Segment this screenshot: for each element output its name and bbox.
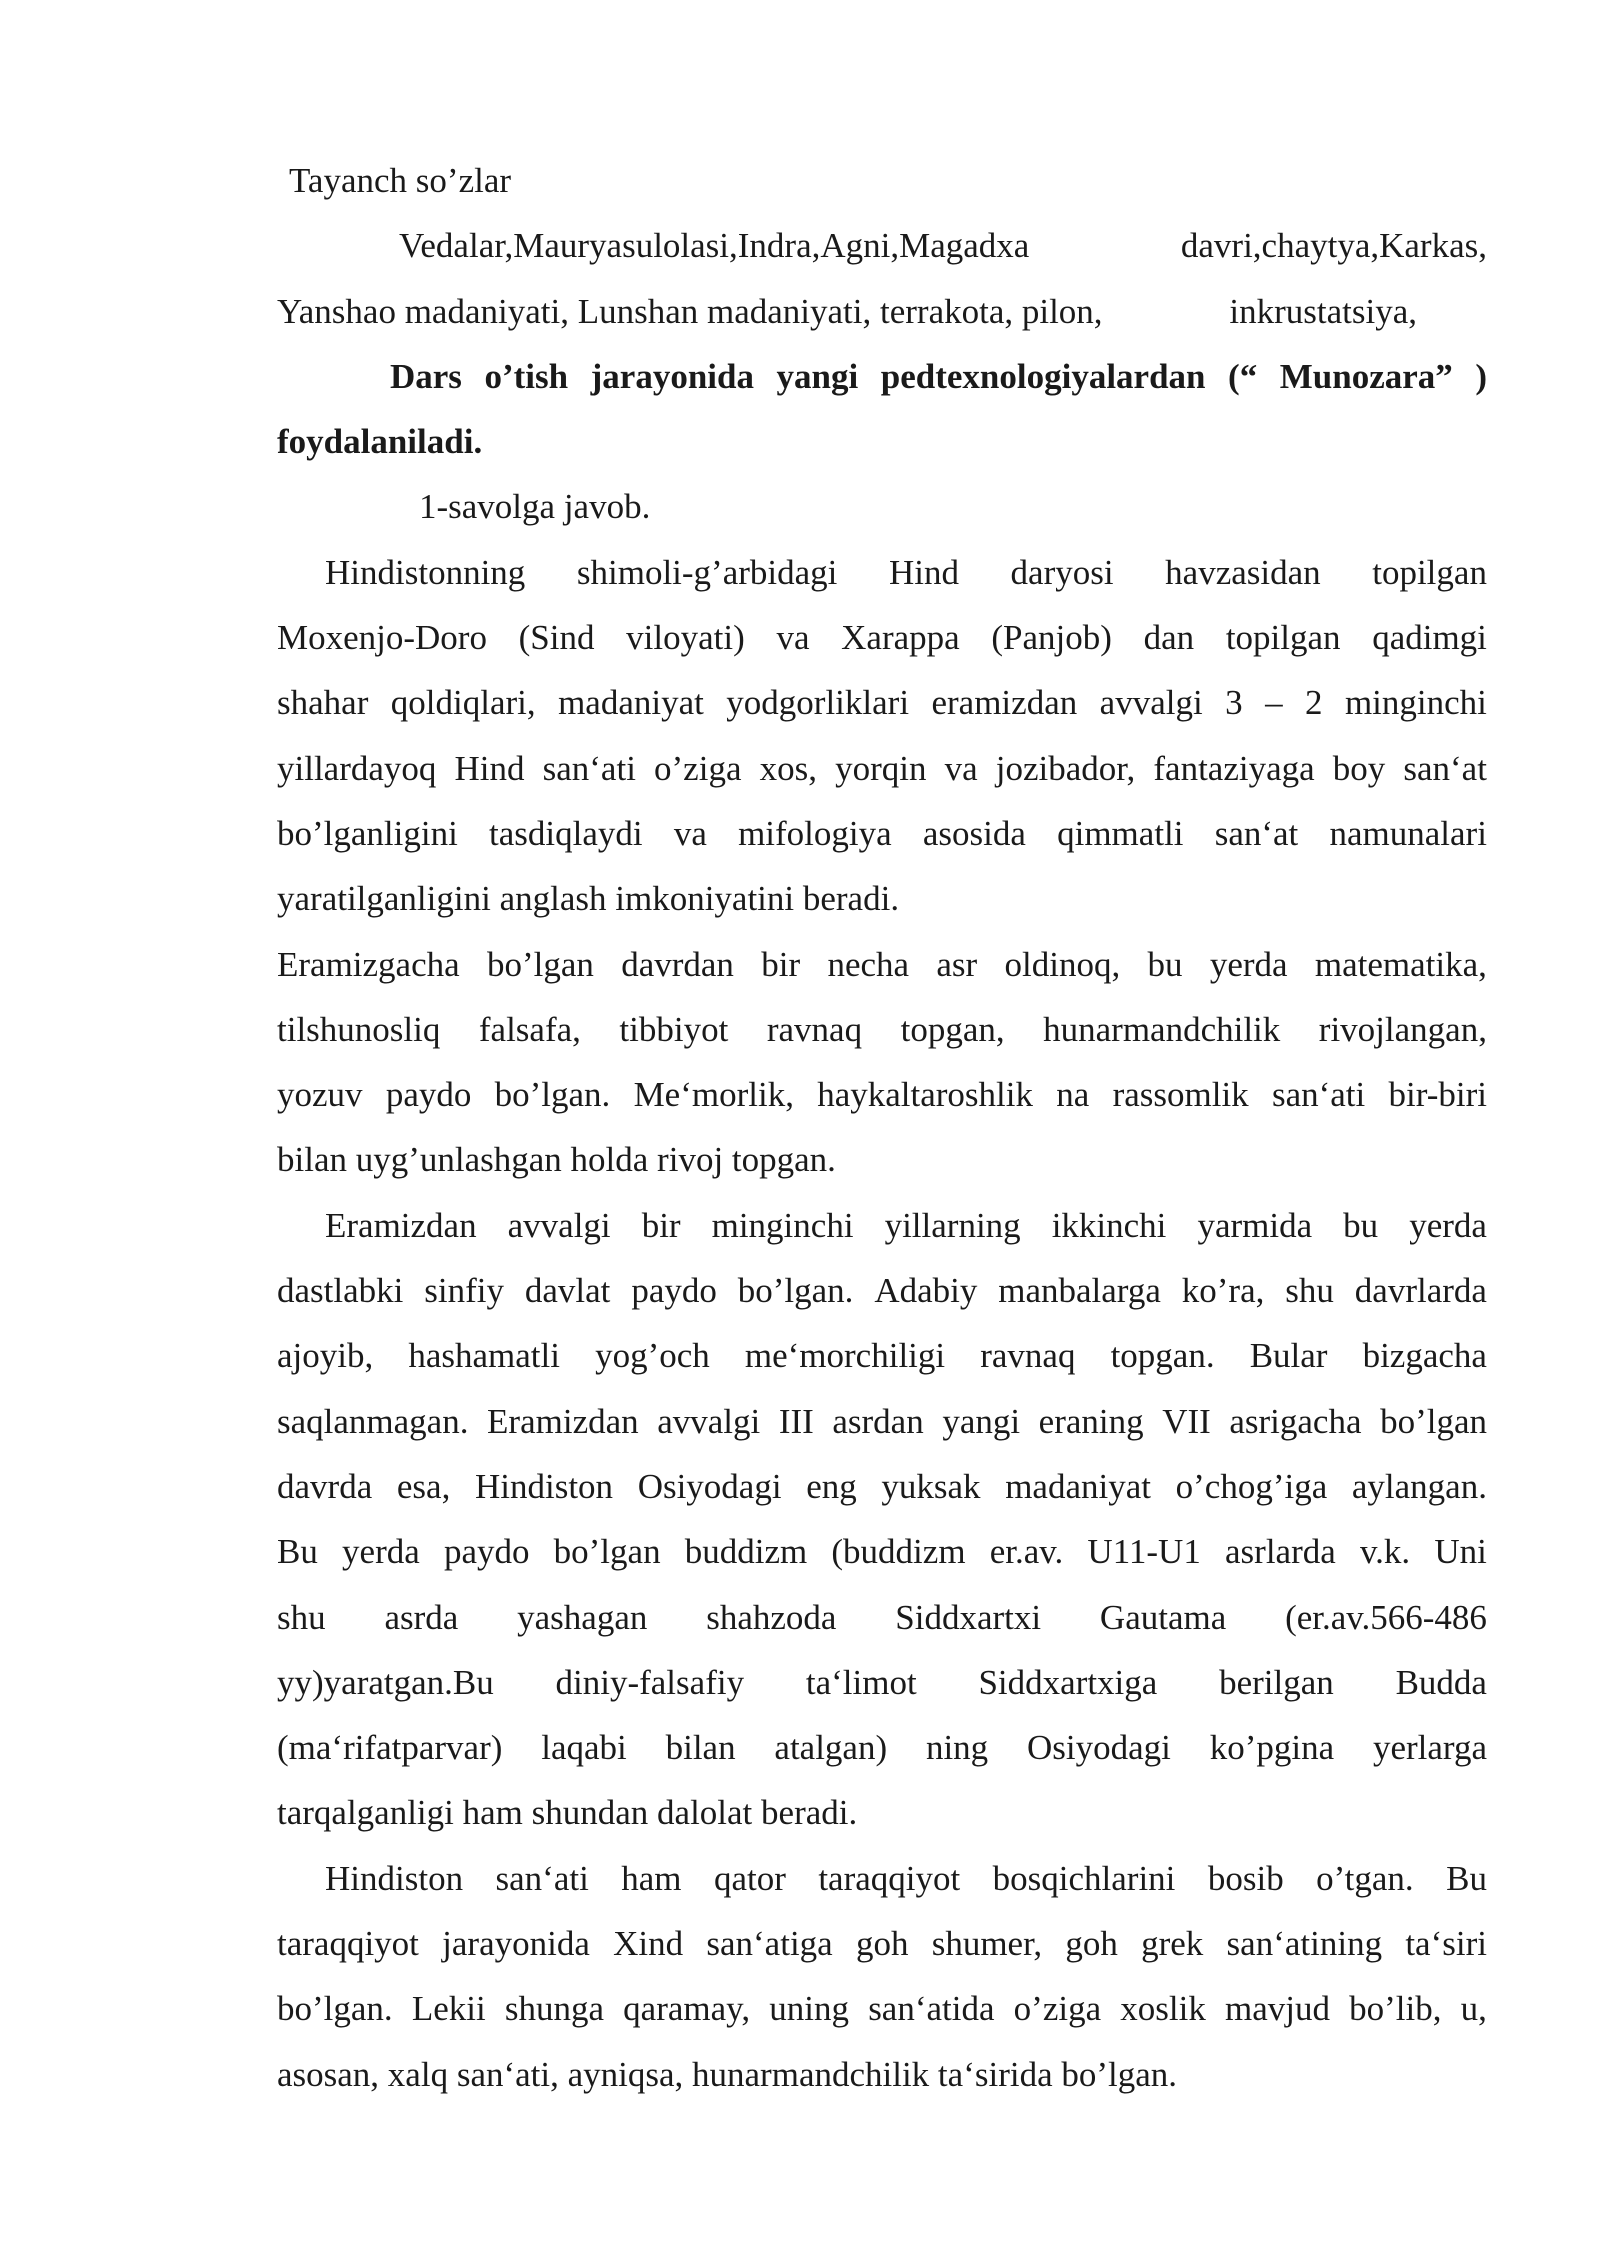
word: bo’lgan. [737,1271,854,1311]
word: sinfiy [424,1271,504,1311]
keywords-line-2-right: inkrustatsiya, [1229,291,1417,331]
word: o’ziga [1013,1989,1102,2029]
word: paydo [385,1075,472,1115]
word: eng [806,1466,857,1506]
word: Bular [1249,1336,1328,1376]
word: yangi [942,1401,1021,1441]
text-line: yaratilganligini anglash imkoniyatini beradi. [277,879,900,919]
text-line [277,801,1487,866]
word: bir-biri [1388,1075,1487,1115]
word: rivojlangan, [1318,1009,1487,1049]
word: qator [713,1858,786,1898]
word: bilan [665,1728,736,1768]
word: Munozara” [1279,356,1453,396]
word: ko’ra, [1181,1271,1265,1311]
word: laqabi [541,1728,627,1768]
word: Hindiston [474,1466,614,1506]
word: 2 [1305,683,1323,723]
text-line [277,1715,1487,1780]
word: U11-U1 [1087,1532,1201,1572]
word: shimoli-g’arbidagi [576,552,838,592]
word: namunalari [1329,813,1487,853]
word: bosib [1207,1858,1284,1898]
word: Xarappa [841,618,960,658]
word: grek [1141,1924,1204,1964]
word: dastlabki [277,1271,404,1311]
word: o’tgan. [1316,1858,1414,1898]
keywords-heading: Tayanch so’zlar [289,161,512,200]
word: san‘at [1403,748,1487,788]
word: dan [1143,618,1195,658]
word: asrda [384,1597,459,1637]
word: qadimgi [1372,618,1487,658]
text-line [277,1846,1487,1911]
word: yillardayoq [277,748,437,788]
word: avvalgi [507,1205,611,1245]
word: rassomlik [1112,1075,1249,1115]
word: Siddxartxi [895,1597,1042,1637]
text-line [277,1454,1487,1519]
text-line [277,605,1487,670]
word: goh [855,1924,909,1964]
body-text [277,540,1487,2107]
word: davrda [277,1466,373,1506]
word: atalgan) [774,1728,888,1768]
word: eramizdan [931,683,1078,723]
text-line [277,736,1487,801]
word: paydo [631,1271,717,1311]
word: – [1265,683,1283,723]
word: topgan, [900,1009,1005,1049]
word: san‘at [1214,813,1299,853]
word: mavjud [1225,1989,1330,2029]
word: tasdiqlaydi [489,813,643,853]
word: boy [1332,748,1386,788]
word: Hind [888,552,959,592]
word: (Sind [518,618,595,658]
word: qoldiqlari, [390,683,536,723]
word: davrdan [621,944,734,984]
word: asosida [922,813,1026,853]
word: bir [761,944,801,984]
word: topilgan [1225,618,1341,658]
word: o’tish [484,356,569,396]
word: hunarmandchilik [1043,1009,1281,1049]
word: me‘morchiligi [744,1336,946,1376]
word: shahzoda [706,1597,837,1637]
word: berilgan [1219,1662,1334,1702]
word: yog’och [595,1336,710,1376]
word: Eramizdan [487,1401,639,1441]
word: hashamatli [408,1336,560,1376]
word: necha [827,944,910,984]
text-line [277,1911,1487,1976]
word: v.k. [1359,1532,1411,1572]
word: viloyati) [626,618,745,658]
word: bu [1343,1205,1379,1245]
word: ajoyib, [277,1336,374,1376]
text-line: bilan uyg’unlashgan holda rivoj topgan. [277,1140,836,1180]
word: ravnaq [980,1336,1076,1376]
word: o’ziga [654,748,742,788]
word: ta‘limot [805,1662,917,1702]
paragraph [277,1846,1487,2107]
word: san‘ati [495,1858,589,1898]
word: Osiyodagi [1027,1728,1171,1768]
word: jarayonida [442,1924,590,1964]
word: yarmida [1197,1205,1313,1245]
word: Adabiy [874,1271,978,1311]
word: Hind [454,748,525,788]
word: avvalgi [657,1401,761,1441]
word: yorqin [835,748,927,788]
word: tibbiyot [619,1009,729,1049]
keywords-line-1-left: Vedalar,Mauryasulolasi,Indra,Agni,Magadxa [399,226,1030,266]
word: u, [1460,1989,1487,2029]
word: Uni [1434,1532,1487,1572]
word: davrlarda [1354,1271,1487,1311]
word: shunga [504,1989,605,2029]
word: yerda [1409,1205,1487,1245]
word: (Panjob) [991,618,1112,658]
word: mifologiya [738,813,892,853]
paragraph [277,932,1487,1193]
word: Me‘morlik, [633,1075,794,1115]
word: III [778,1401,814,1441]
text-line [277,997,1487,1062]
word: (er.av.566-486 [1285,1597,1487,1637]
word: bo’lgan [1380,1401,1487,1441]
text-line [277,1650,1487,1715]
word: VII [1162,1401,1211,1441]
word: asrlarda [1225,1532,1336,1572]
word: yashagan [517,1597,648,1637]
word: jarayonida [590,356,754,396]
word: Osiyodagi [637,1466,782,1506]
word: goh [1065,1924,1118,1964]
word: topgan. [1110,1336,1215,1376]
word: bizgacha [1362,1336,1487,1376]
word: san‘ati [542,748,636,788]
word: Hindiston [325,1858,464,1898]
word: bo’lgan [486,944,594,984]
word: Bu [1446,1858,1487,1898]
word: taraqqiyot [818,1858,961,1898]
word: va [944,748,978,788]
word: asrigacha [1229,1401,1362,1441]
word: san‘ati [1271,1075,1366,1115]
word: falsafa, [478,1009,581,1049]
word: shumer, [931,1924,1043,1964]
word: (ma‘rifatparvar) [277,1728,503,1768]
word: taraqqiyot [277,1924,419,1964]
word: yy)yaratgan.Bu [277,1662,494,1702]
word: ham [621,1858,682,1898]
word: er.av. [989,1532,1064,1572]
word: san‘atining [1226,1924,1383,1964]
text-line [277,540,1487,605]
word: shahar [277,683,369,723]
word: matematika, [1314,944,1487,984]
word: bir [641,1205,681,1245]
word: va [776,618,810,658]
method-line-1 [277,344,1487,409]
word: davlat [524,1271,611,1311]
word: yozuv [277,1075,363,1115]
word: Dars [390,356,462,396]
word: aylangan. [1351,1466,1487,1506]
word: daryosi [1010,552,1114,592]
word: qimmatli [1057,813,1184,853]
word: Eramizgacha [277,944,460,984]
word: na [1056,1075,1090,1115]
word: Budda [1395,1662,1487,1702]
word: shu [277,1597,326,1637]
word: bo’lganligini [277,813,458,853]
word: fantaziyaga [1153,748,1315,788]
word: tilshunosliq [277,1009,441,1049]
word: bosqichlarini [992,1858,1176,1898]
keywords-line-2 [277,279,1487,344]
text-line: tarqalganligi ham shundan dalolat beradi. [277,1793,858,1833]
keywords-line-1-right: davri,chaytya,Karkas, [1180,226,1487,266]
word: xoslik [1120,1989,1206,2029]
word: bu [1147,944,1183,984]
word: Xind [613,1924,684,1964]
word: avvalgi [1099,683,1203,723]
word: topilgan [1372,552,1487,592]
word: asrdan [832,1401,924,1441]
word: bo’lgan. [494,1075,611,1115]
word: saqlanmagan. [277,1401,469,1441]
text-line [277,1976,1487,2041]
word: ravnaq [766,1009,863,1049]
word: yangi [776,356,859,396]
word: ning [925,1728,989,1768]
word: Siddxartxiga [978,1662,1158,1702]
keywords-line-1 [277,213,1487,278]
word: uning [769,1989,850,2029]
word: yerda [1209,944,1288,984]
word: va [673,813,707,853]
word: manbalarga [998,1271,1161,1311]
text-line [277,932,1487,997]
method-line-2: foydalaniladi. [277,422,483,462]
word: Bu [277,1532,318,1572]
word: Moxenjo-Doro [277,618,487,658]
text-line [277,1585,1487,1650]
word: Gautama [1099,1597,1227,1637]
word: havzasidan [1165,552,1321,592]
word: yillarning [884,1205,1021,1245]
word: 3 [1225,683,1243,723]
word: bo’lib, [1349,1989,1442,2029]
word: eraning [1038,1401,1144,1441]
word: (buddizm [831,1532,966,1572]
word: yuksak [881,1466,981,1506]
word: Lekii [411,1989,486,2029]
document-page [277,148,1487,2107]
word: yodgorliklari [726,683,910,723]
word: paydo [443,1532,530,1572]
text-line [277,1193,1487,1258]
word: jozibador, [995,748,1136,788]
text-line [277,1062,1487,1127]
word: yerda [342,1532,420,1572]
text-line [277,1519,1487,1584]
word: madaniyat [1005,1466,1151,1506]
word: madaniyat [558,683,704,723]
word: (“ [1228,356,1258,396]
word: esa, [396,1466,451,1506]
word: ) [1475,356,1487,396]
text-line [277,670,1487,735]
word: ko’pgina [1209,1728,1335,1768]
word: asr [936,944,978,984]
text-line: asosan, xalq san‘ati, ayniqsa, hunarmandchilik ta‘sirida bo’lgan. [277,2054,1178,2094]
word: pedtexnologiyalardan [880,356,1206,396]
text-line [277,1323,1487,1388]
text-line [277,1389,1487,1454]
word: Hindistonning [325,552,526,592]
paragraph [277,540,1487,932]
word: xos, [759,748,817,788]
word: bo’lgan. [277,1989,393,2029]
word: shu [1285,1271,1334,1311]
word: o’chog’iga [1175,1466,1328,1506]
word: qaramay, [623,1989,751,2029]
word: ikkinchi [1051,1205,1167,1245]
paragraph [277,1193,1487,1846]
word: minginchi [711,1205,854,1245]
word: bo’lgan [553,1532,661,1572]
word: buddizm [684,1532,808,1572]
word: minginchi [1344,683,1487,723]
word: ta‘siri [1405,1924,1487,1964]
word: san‘atiga [706,1924,833,1964]
keywords-line-2-left: Yanshao madaniyati, Lunshan madaniyati, terrakota, pilon, [277,291,1103,331]
word: haykaltaroshlik [817,1075,1033,1115]
word: Eramizdan [325,1205,477,1245]
answer-title: 1-savolga javob. [419,487,651,527]
word: yerlarga [1372,1728,1487,1768]
word: oldinoq, [1004,944,1121,984]
word: san‘atida [868,1989,995,2029]
word: diniy-falsafiy [555,1662,745,1702]
text-line [277,1258,1487,1323]
